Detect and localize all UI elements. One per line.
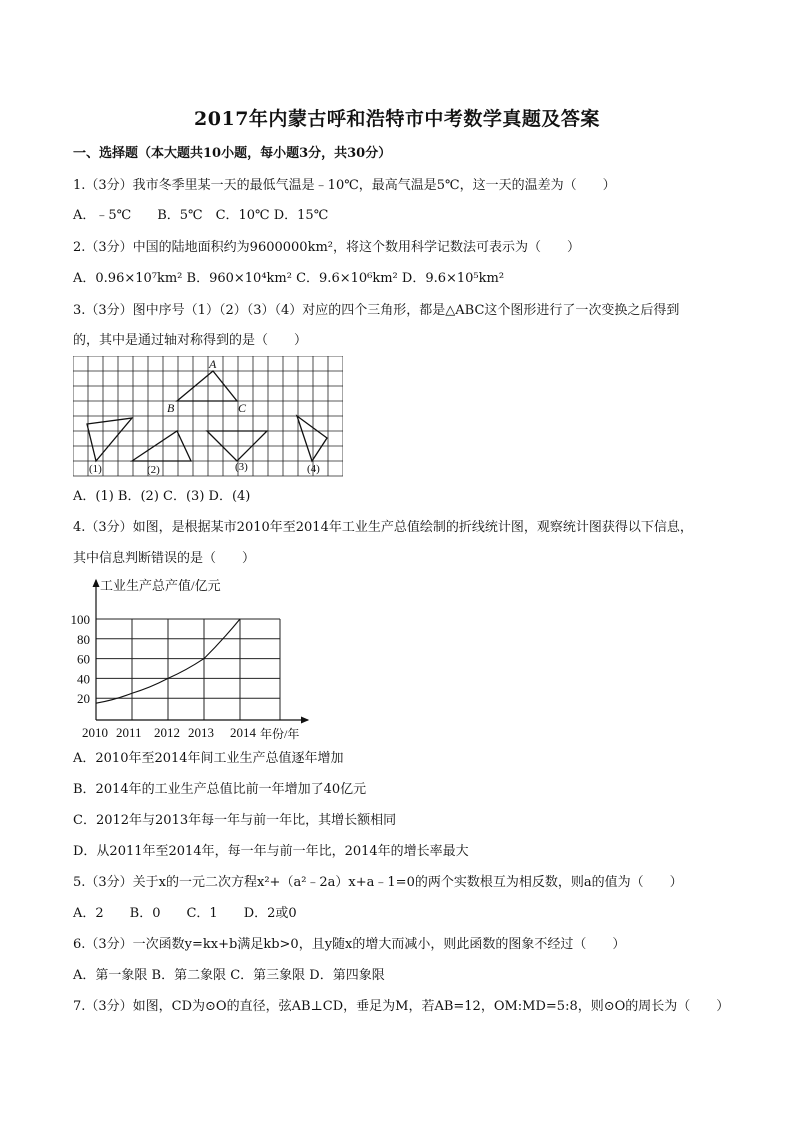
q4-option-c: C．2012年与2013年每一年与前一年比，其增长额相同 [73, 813, 397, 828]
q4-stem-line2: 其中信息判断错误的是（ ） [73, 551, 256, 566]
section-heading: 一、选择题（本大题共10小题，每小题3分，共30分） [73, 146, 392, 161]
q2-options: A．0.96×10⁷km² B．960×10⁴km² C．9.6×10⁶km² D．9.6×10⁵km² [73, 271, 505, 286]
label-2: (2) [147, 464, 160, 476]
q3-grid-figure [73, 356, 343, 478]
y-tick-label: 100 [70, 612, 90, 627]
label-4: (4) [307, 463, 320, 475]
page-title: 2017年内蒙古呼和浩特市中考数学真题及答案 [194, 108, 600, 130]
x-tick-label: 2012 [154, 725, 180, 740]
q4-stem-line1: 4.（3分）如图，是根据某市2010年至2014年工业生产总值绘制的折线统计图，观察统计图获得以下信息， [73, 520, 693, 535]
q5-stem: 5.（3分）关于x的一元二次方程x²+（a²﹣2a）x+a﹣1=0的两个实数根互为相反数，则a的值为（ ） [73, 875, 683, 890]
y-tick-label: 80 [77, 631, 90, 647]
y-tick-label: 60 [77, 651, 90, 667]
y-tick-label: 40 [77, 671, 90, 687]
label-1: (1) [89, 463, 102, 475]
q7-stem: 7.（3分）如图，CD为⊙O的直径，弦AB⊥CD，垂足为M，若AB=12，OM:MD=5:8，则⊙O的周长为（ ） [73, 999, 730, 1014]
x-tick-label: 2014 [230, 725, 256, 740]
y-axis-label: 工业生产总产值/亿元 [100, 578, 221, 593]
q2-stem: 2.（3分）中国的陆地面积约为9600000km²，将这个数用科学记数法可表示为（ ） [73, 240, 580, 255]
triangle-4 [297, 416, 327, 461]
x-tick-label: 2010 [82, 725, 108, 740]
q3-options: A．(1) B．(2) C．(3) D．(4) [73, 489, 251, 504]
q4-line-chart [64, 572, 324, 742]
q4-option-b: B．2014年的工业生产总值比前一年增加了40亿元 [73, 782, 367, 797]
label-b: B [167, 401, 175, 415]
y-tick-label: 20 [77, 691, 90, 707]
q6-options: A．第一象限 B．第二象限 C．第三象限 D．第四象限 [73, 968, 385, 983]
label-3: (3) [235, 461, 248, 473]
x-tick-label: 2013 [188, 725, 214, 740]
label-c: C [238, 401, 247, 415]
q5-options: A．2 B．0 C．1 D．2或0 [73, 906, 297, 921]
q3-stem-line1: 3.（3分）图中序号（1）（2）（3）（4）对应的四个三角形，都是△ABC这个图形进行了一次变换之后得到 [73, 303, 680, 318]
x-tick-label: 2011 [116, 725, 142, 740]
q1-options: A．﹣5℃ B．5℃ C．10℃ D．15℃ [73, 208, 329, 223]
x-axis-unit: 年份/年 [260, 727, 300, 741]
label-a: A [209, 357, 217, 371]
q3-stem-line2: 的，其中是通过轴对称得到的是（ ） [73, 333, 308, 348]
triangle-1 [87, 418, 132, 461]
q4-option-a: A．2010年至2014年间工业生产总值逐年增加 [73, 751, 344, 766]
q6-stem: 6.（3分）一次函数y=kx+b满足kb>0，且y随x的增大而减小，则此函数的图象不经过（ ） [73, 937, 626, 952]
q1-stem: 1.（3分）我市冬季里某一天的最低气温是﹣10℃，最高气温是5℃，这一天的温差为（ ） [73, 178, 616, 193]
q4-option-d: D．从2011年至2014年，每一年与前一年比，2014年的增长率最大 [73, 844, 469, 859]
